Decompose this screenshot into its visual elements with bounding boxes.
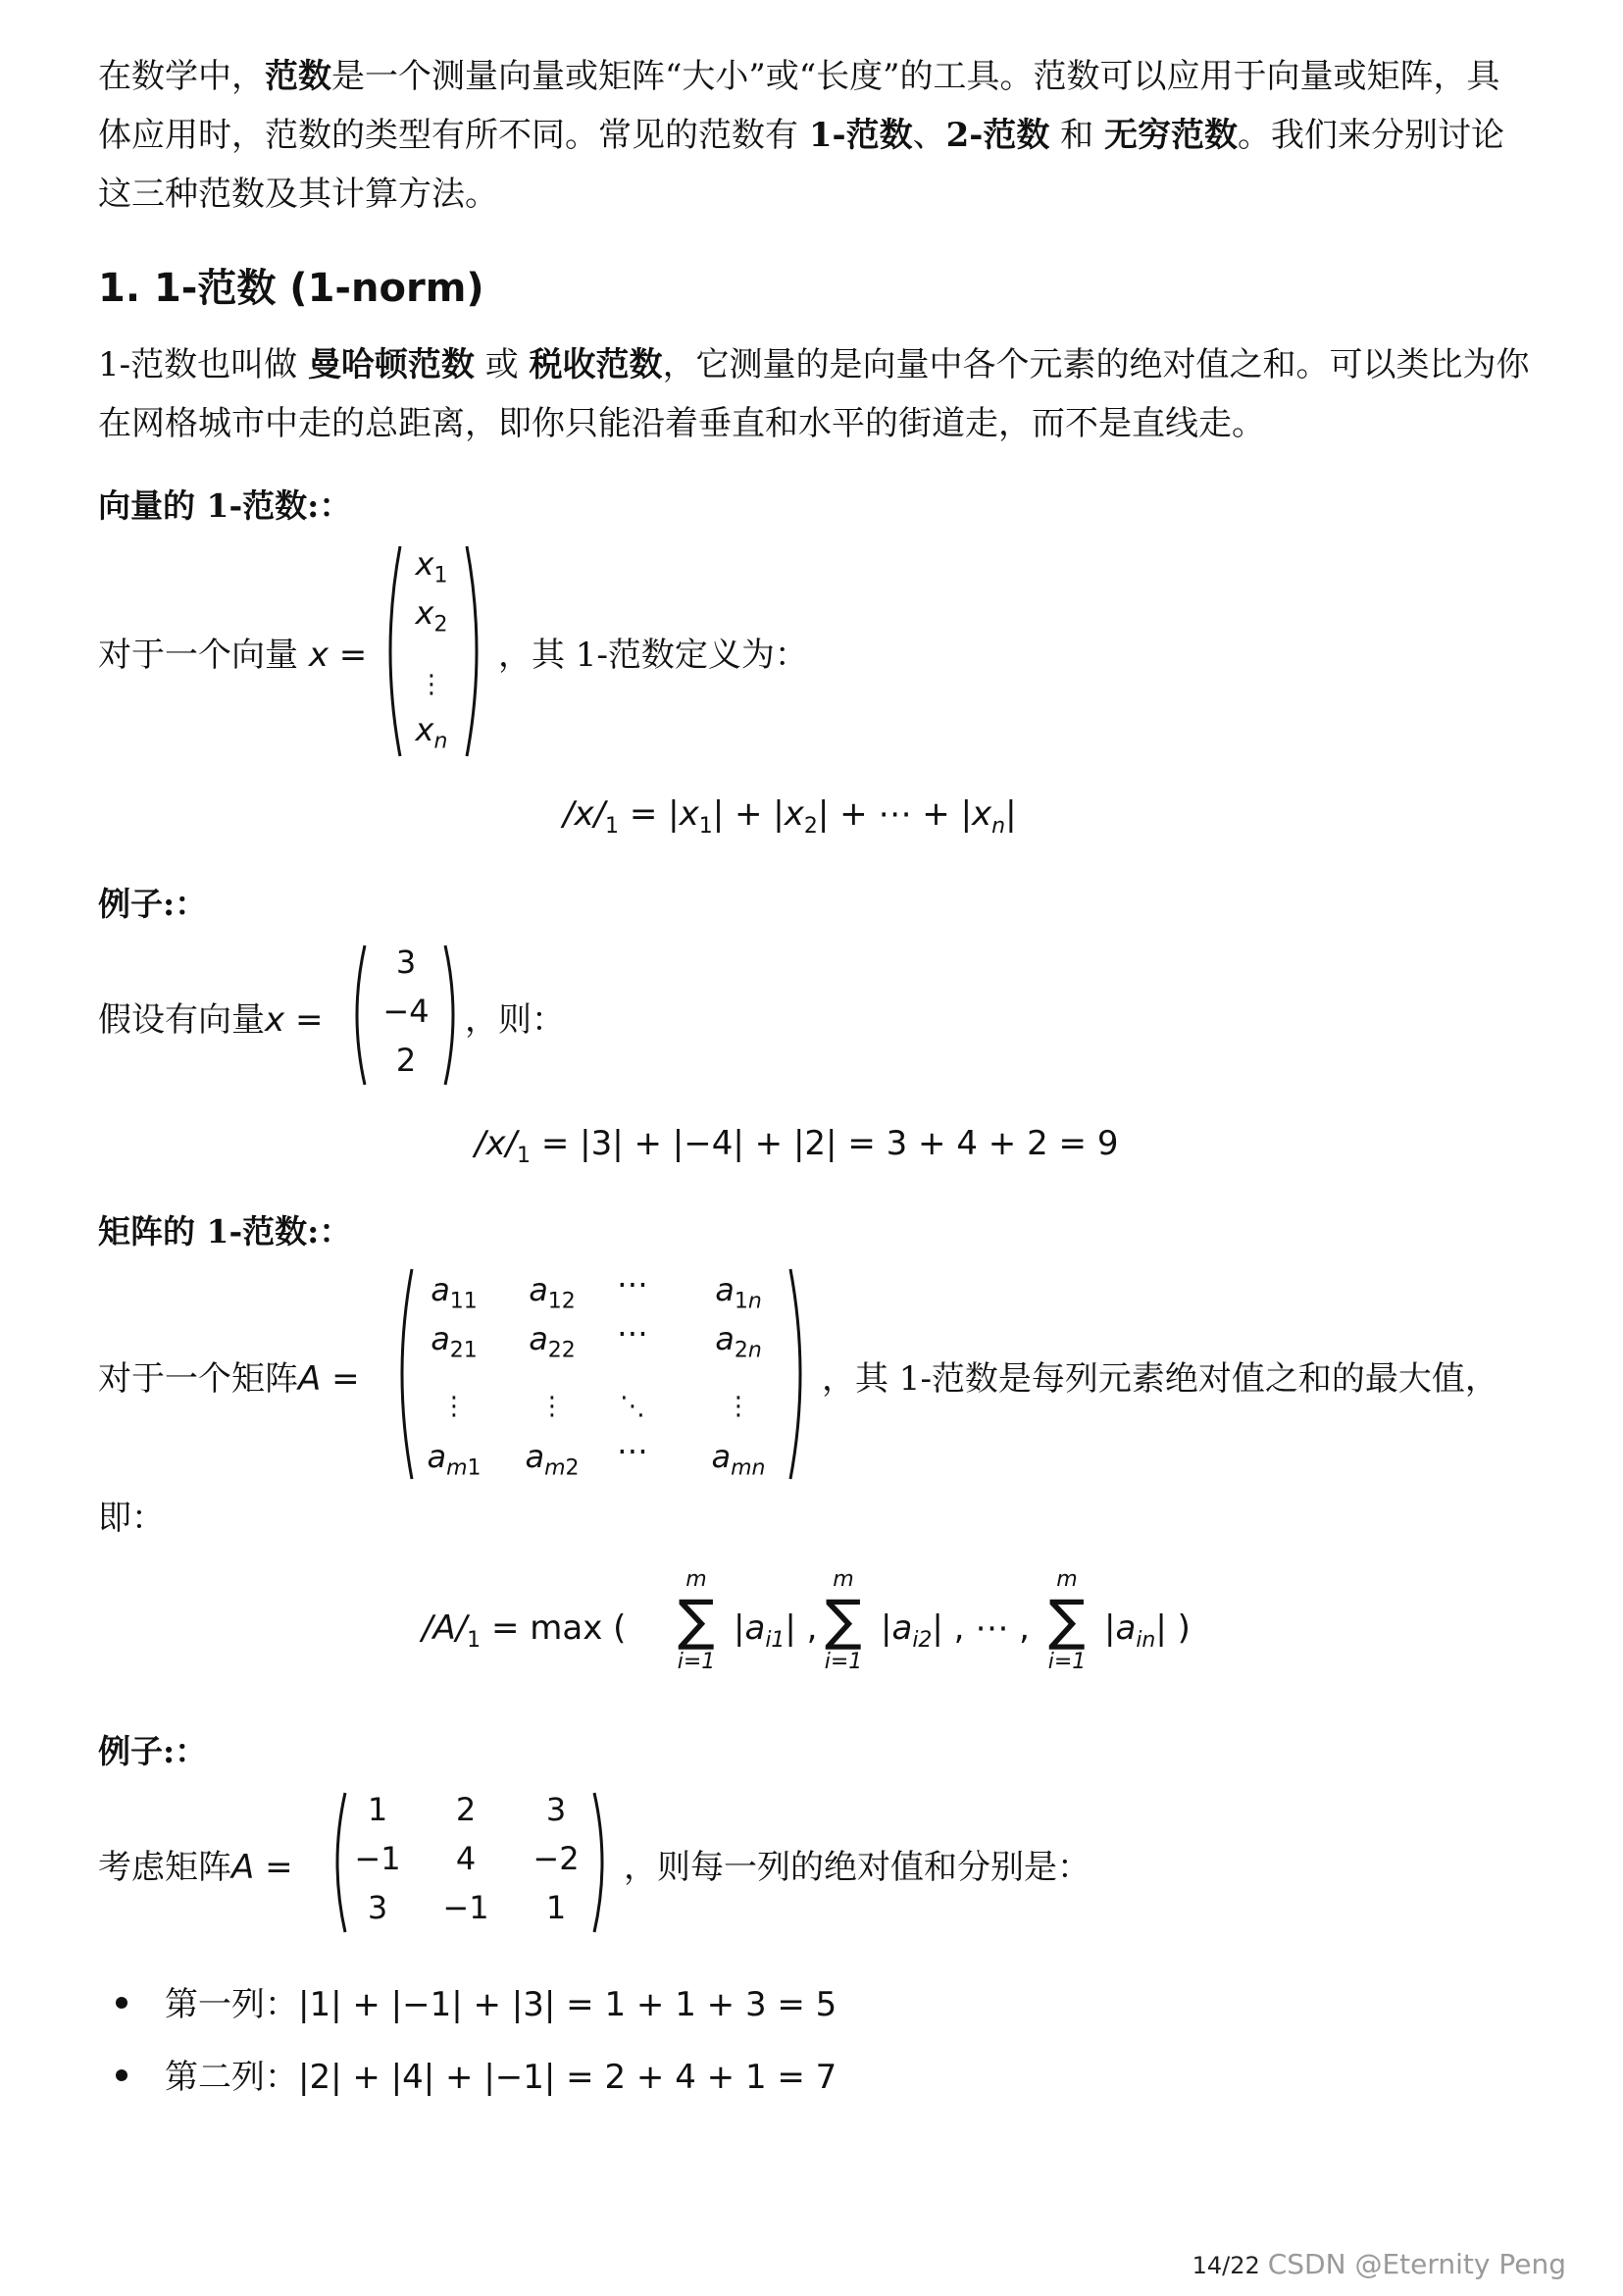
- desc-text: 1-范数也叫做: [98, 345, 308, 384]
- section-heading: 1. 1-范数 (1-norm): [98, 266, 484, 311]
- vector-variable: x: [308, 636, 329, 675]
- matrix-entry-dots: ⋱: [620, 1392, 645, 1421]
- watermark: CSDN @Eternity Peng: [1267, 2248, 1566, 2280]
- vector-entry: $x_n$: [415, 711, 448, 754]
- example-matrix-entry: 1: [545, 1889, 567, 1926]
- intro-bold-norm: 范数: [265, 57, 331, 96]
- bullet-label: 第一列：: [165, 1985, 298, 2024]
- desc-bold-manhattan: 曼哈顿范数: [307, 345, 475, 384]
- matrix-variable: A: [298, 1359, 322, 1399]
- vector-norm-formula: $∕x∕_1 = |x_1| + |x_2|$ + ⋯ + $|x_n|$: [563, 794, 1017, 839]
- bullet-dot: [116, 2069, 127, 2081]
- matrix-entry: $a_{11}$: [431, 1271, 478, 1314]
- bullet-dot: [116, 1997, 127, 2009]
- bullet-label: 第二列：: [165, 2058, 298, 2097]
- lead-text: 对于一个矩阵: [98, 1359, 298, 1399]
- example-norm-formula: $∕x∕_1 = |3| + |-4| + |2| = 3 + 4 + 2 = 9$: [475, 1124, 1119, 1168]
- desc-text: ，它测量的是向量中各个元素的绝对值之和。可以类比为你在网格城市中走的总距离，即你只能沿着垂直和水平的街道走，而不是直线走。: [98, 345, 1530, 443]
- matrix-definition-tail: ，其 1-范数是每列元素绝对值之和的最大值，: [822, 1359, 1498, 1399]
- example-matrix-entry: 2: [455, 1791, 477, 1828]
- bullet-column-1: [165, 1977, 837, 2025]
- equals-sign: =: [338, 636, 368, 675]
- vector-definition-lead: [98, 628, 367, 676]
- matrix-entry-dots: ⋯: [617, 1432, 648, 1469]
- vector-entry: $x_2$: [415, 594, 448, 638]
- example-matrix-entry: 4: [455, 1840, 477, 1877]
- vector-norm-heading: 向量的 1-范数:：: [98, 486, 352, 525]
- matrix-entry: $a_{12}$: [529, 1271, 576, 1314]
- example-matrix-entry: 3: [367, 1889, 388, 1926]
- matrix-entry-dots: ⋮: [441, 1392, 467, 1421]
- example-matrix-lead: [98, 1840, 293, 1888]
- matrix-entry-dots: ⋯: [617, 1265, 648, 1302]
- example-vector-lead: [98, 993, 323, 1041]
- matrix-entry: $a_{m1}$: [427, 1438, 482, 1481]
- example-vector-entry: −4: [382, 993, 430, 1030]
- vector-variable: x: [265, 1000, 285, 1040]
- lead-text: 假设有向量: [98, 1000, 265, 1040]
- example-vector-entry: 3: [395, 944, 417, 981]
- intro-text: 和: [1049, 116, 1104, 155]
- equals-sign: =: [265, 1848, 293, 1887]
- intro-text: 在数学中，: [98, 57, 265, 96]
- sum-symbol: m ∑ i=1: [1047, 1567, 1087, 1674]
- intro-bold-infnorm: 无穷范数: [1104, 116, 1238, 155]
- matrix-entry-dots: ⋮: [726, 1392, 751, 1421]
- example-matrix-entry: −1: [442, 1889, 489, 1926]
- bullet-column-2: [165, 2050, 837, 2098]
- norm-lhs: ∕x∕: [563, 794, 606, 834]
- matrix-variable: A: [231, 1848, 255, 1887]
- lead-text: 考虑矩阵: [98, 1848, 231, 1887]
- matrix-norm-lhs: $∕A∕_1 = \max$ (: [422, 1608, 627, 1653]
- example-heading: 例子:：: [98, 1732, 208, 1770]
- section-description: [98, 335, 1530, 453]
- intro-bold-1norm: 1-范数: [808, 116, 913, 155]
- matrix-entry: $a_{1n}$: [715, 1271, 762, 1314]
- intro-bold-2norm: 2-范数: [945, 116, 1050, 155]
- example-matrix-tail: ，则每一列的绝对值和分别是：: [624, 1848, 1090, 1887]
- example-matrix-entry: 3: [545, 1791, 567, 1828]
- page-number: 14/22: [1192, 2252, 1260, 2279]
- matrix-entry-dots: ⋮: [539, 1392, 565, 1421]
- intro-text: 是一个测量向量或矩阵“大小”或“长度”的工具。范数可以应用于向量或矩阵，具体应用时，范数的类型有所不同。常见的范数有: [98, 57, 1500, 155]
- matrix-entry-dots: ⋯: [617, 1314, 648, 1352]
- desc-text: 或: [474, 345, 530, 384]
- equals-sign: =: [331, 1359, 360, 1399]
- sum-term: $|a_{in}|$ ): [1104, 1608, 1191, 1653]
- lead-text: 对于一个向量: [98, 636, 298, 675]
- sum-term: $|a_{i1}|$ ,: [734, 1608, 818, 1653]
- example-matrix-entry: −2: [533, 1840, 580, 1877]
- example-vector-entry: 2: [395, 1042, 417, 1079]
- matrix-definition-lead: [98, 1352, 360, 1400]
- sum-symbol: m ∑ i=1: [677, 1567, 716, 1674]
- equals-sign: =: [294, 1000, 324, 1040]
- matrix-entry: $a_{m2}$: [525, 1438, 580, 1481]
- sum-term: $|a_{i2}|$ , ⋯ ,: [881, 1608, 1030, 1653]
- matrix-entry: $a_{mn}$: [711, 1438, 766, 1481]
- desc-bold-taxicab: 税收范数: [529, 345, 663, 384]
- vector-definition-tail: ，其 1-范数定义为：: [498, 636, 808, 675]
- example-vector-tail: ，则：: [465, 1000, 565, 1040]
- matrix-entry: $a_{2n}$: [715, 1320, 762, 1363]
- vector-entry-dots: ⋮: [419, 670, 444, 699]
- page-footer: [1192, 2248, 1566, 2280]
- example-matrix-entry: −1: [354, 1840, 401, 1877]
- intro-text: 。我们来分别讨论这三种范数及其计算方法。: [98, 116, 1504, 214]
- matrix-entry: $a_{21}$: [431, 1320, 478, 1363]
- sum-symbol: m ∑ i=1: [824, 1567, 863, 1674]
- matrix-ji-text: 即：: [98, 1499, 165, 1538]
- bullet-formula: |2| + |4| + |−1| = 2 + 4 + 1 = 7: [298, 2058, 837, 2097]
- example-heading: 例子:：: [98, 885, 208, 923]
- vector-entry: $x_1$: [415, 545, 448, 588]
- intro-paragraph: [98, 47, 1530, 224]
- matrix-norm-heading: 矩阵的 1-范数:：: [98, 1212, 352, 1250]
- example-matrix-entry: 1: [367, 1791, 388, 1828]
- bullet-formula: |1| + |−1| + |3| = 1 + 1 + 3 = 5: [298, 1985, 837, 2024]
- intro-text: 、: [912, 116, 946, 155]
- matrix-entry: $a_{22}$: [529, 1320, 576, 1363]
